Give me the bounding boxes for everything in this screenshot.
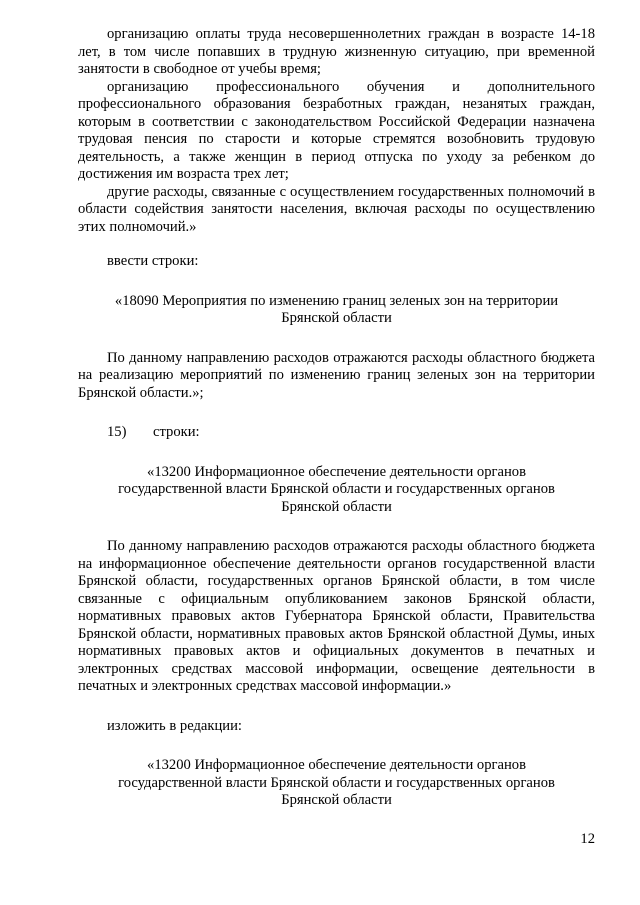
instruction-rewrite: изложить в редакции: — [107, 717, 242, 734]
paragraph-green-zones: По данному направлению расходов отражаются расходы областного бюджета на реализацию мероприятий по изменению границ зеленых зон на территории Брянской области.»; — [78, 349, 595, 401]
heading-13200-new-line3: Брянской области — [281, 792, 392, 808]
heading-18090-line2: Брянской области — [281, 310, 392, 326]
heading-13200-new-line1: «13200 Информационное обеспечение деятельности органов — [147, 757, 526, 773]
document-page — [78, 26, 595, 810]
heading-13200-old-line2: государственной власти Брянской области и государственных органов — [118, 481, 555, 497]
paragraph-information-support: По данному направлению расходов отражаются расходы областного бюджета на информационное обеспечение деятельности органов государственной власти Брянской области, государственных органов Брянской области, в том числе связанные с официальным опубликованием законов Брянской области, нормативных правовых актов Губернатора Брянской области, Правительства Брянской области, нормативных правовых актов Брянской областной Думы, иных нормативных правовых актов и официальных документов в печатных и электронных средствах массовой информации, освещение деятельности в печатных и электронных средствах массовой информации.» — [78, 538, 595, 694]
paragraph-minors-employment: организацию оплаты труда несовершеннолетних граждан в возрасте 14-18 лет, в том числе попавших в трудную жизненную ситуацию, при временной занятости в свободное от учебы время; — [78, 26, 595, 77]
heading-13200-old-line3: Брянской области — [281, 498, 392, 515]
paragraph-professional-training: организацию профессионального обучения и дополнительного профессионального образования безработных граждан, незанятых граждан, которым в соответствии с законодательством Российской Федерации назначена трудовая пенсия по старости и которые стремятся возобновить трудовую деятельность, а также женщин в период отпуска по уходу за ребенком до достижения им возраста трех лет; — [78, 78, 595, 182]
heading-13200-new — [78, 757, 595, 810]
paragraph-other-expenses: другие расходы, связанные с осуществлением государственных полномочий в области содействия занятости населения, включая расходы по осуществлению этих полномочий.» — [78, 183, 595, 235]
list-item-15-number: 15) — [107, 424, 127, 440]
instruction-insert-lines: ввести строки: — [107, 253, 199, 269]
list-item-15-text: строки: — [153, 424, 200, 440]
heading-13200-old-line1: «13200 Информационное обеспечение деятельности органов — [147, 463, 526, 480]
list-item-15 — [78, 424, 595, 442]
heading-13200-old — [78, 464, 595, 517]
heading-18090-line1: «18090 Мероприятия по изменению границ зеленых зон на территории — [114, 292, 559, 309]
page-number: 12 — [580, 831, 595, 847]
heading-13200-new-line2: государственной власти Брянской области и государственных органов — [118, 774, 555, 791]
heading-18090 — [78, 293, 595, 328]
